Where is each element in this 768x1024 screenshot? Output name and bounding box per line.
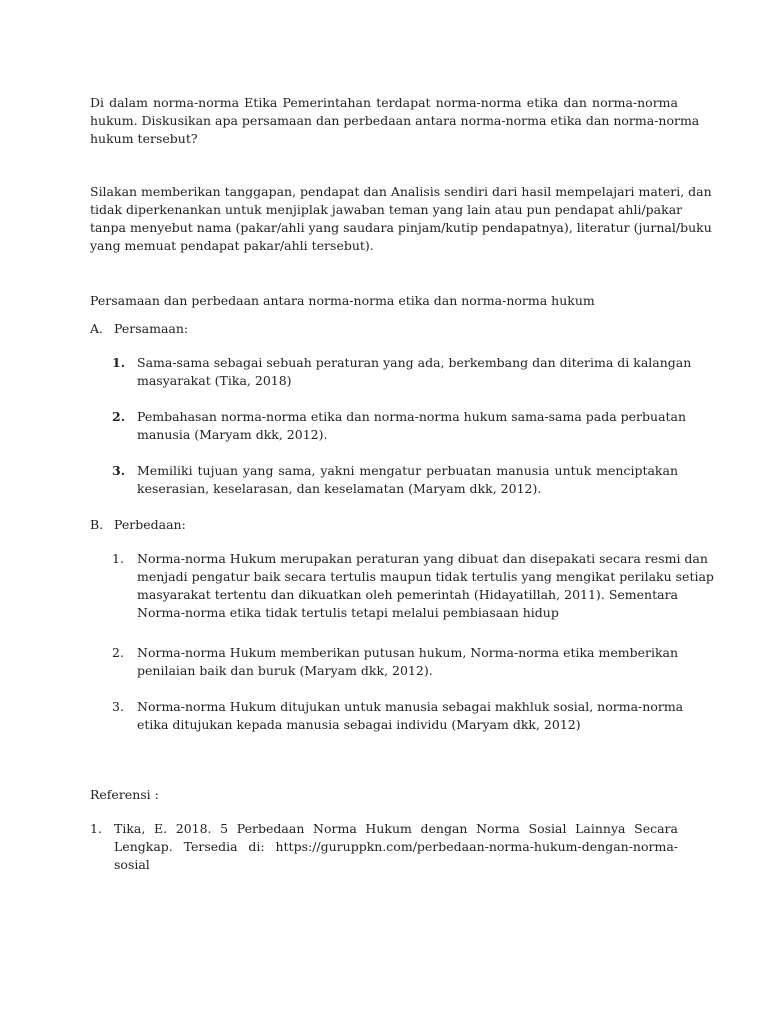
list-number: 1. bbox=[112, 551, 124, 566]
text-line: tanpa menyebut nama (pakar/ahli yang saudara pinjam/kutip pendapatnya), literatur (jurnal/buku bbox=[90, 220, 712, 235]
text-line: hukum. Diskusikan apa persamaan dan perbedaan antara norma-norma etika dan norma-norma bbox=[90, 113, 700, 128]
section-letter: B. bbox=[90, 517, 104, 532]
text-line: masyarakat (Tika, 2018) bbox=[137, 373, 292, 388]
text-line: tidak diperkenankan untuk menjiplak jawaban teman yang lain atau pun pendapat ahli/pakar bbox=[90, 202, 683, 217]
text-line: Norma-norma etika tidak tertulis tetapi melalui pembiasaan hidup bbox=[137, 605, 559, 620]
list-number: 1. bbox=[112, 355, 126, 370]
text-line: Pembahasan norma-norma etika dan norma-norma hukum sama-sama pada perbuatan bbox=[137, 409, 687, 424]
text-line: penilaian baik dan buruk (Maryam dkk, 2012). bbox=[137, 663, 433, 678]
text-line: etika ditujukan kepada manusia sebagai individu (Maryam dkk, 2012) bbox=[137, 717, 581, 732]
question-paragraph bbox=[90, 94, 700, 148]
text-line: Norma-norma Hukum merupakan peraturan yang dibuat dan disepakati secara resmi dan bbox=[137, 551, 708, 566]
reference-url-line: Lengkap. Tersedia di: https://guruppkn.com/perbedaan-norma-hukum-dengan-norma- bbox=[114, 839, 678, 854]
list-number: 3. bbox=[112, 699, 124, 714]
list-number: 2. bbox=[112, 645, 124, 660]
text-line: manusia (Maryam dkk, 2012). bbox=[137, 427, 328, 442]
instructions-paragraph bbox=[90, 183, 712, 255]
list-number: 2. bbox=[112, 409, 126, 424]
text-line: Norma-norma Hukum ditujukan untuk manusia sebagai makhluk sosial, norma-norma bbox=[137, 699, 684, 714]
text-line: Silakan memberikan tanggapan, pendapat dan Analisis sendiri dari hasil mempelajari materi, dan bbox=[90, 184, 712, 199]
section-heading: Persamaan dan perbedaan antara norma-norma etika dan norma-norma hukum bbox=[90, 293, 595, 308]
text-line: Norma-norma Hukum memberikan putusan hukum, Norma-norma etika memberikan bbox=[137, 645, 679, 660]
text-line: masyarakat tertentu dan dikuatkan oleh pemerintah (Hidayatillah, 2011). Sementara bbox=[137, 587, 678, 602]
references-heading: Referensi : bbox=[90, 787, 159, 802]
text-line: hukum tersebut? bbox=[90, 131, 198, 146]
text-line: yang memuat pendapat pakar/ahli tersebut). bbox=[90, 238, 374, 253]
text-line: Memiliki tujuan yang sama, yakni mengatur perbuatan manusia untuk menciptakan bbox=[137, 463, 678, 478]
list-number: 3. bbox=[112, 463, 126, 478]
section-b-label bbox=[90, 516, 186, 534]
text-line: Di dalam norma-norma Etika Pemerintahan terdapat norma-norma etika dan norma-norma bbox=[90, 95, 678, 110]
section-title: Persamaan: bbox=[114, 321, 189, 336]
text-line: keserasian, keselarasan, dan keselamatan (Maryam dkk, 2012). bbox=[137, 481, 542, 496]
text-line: sosial bbox=[114, 857, 150, 872]
text-line: Sama-sama sebagai sebuah peraturan yang ada, berkembang dan diterima di kalangan bbox=[137, 355, 692, 370]
text-line: Tika, E. 2018. 5 Perbedaan Norma Hukum dengan Norma Sosial Lainnya Secara bbox=[114, 821, 678, 836]
section-letter: A. bbox=[90, 321, 104, 336]
section-a-label bbox=[90, 320, 188, 338]
section-title: Perbedaan: bbox=[114, 517, 186, 532]
text-line: menjadi pengatur baik secara tertulis maupun tidak tertulis yang mengikat perilaku setiap bbox=[137, 569, 714, 584]
list-number: 1. bbox=[90, 821, 102, 836]
